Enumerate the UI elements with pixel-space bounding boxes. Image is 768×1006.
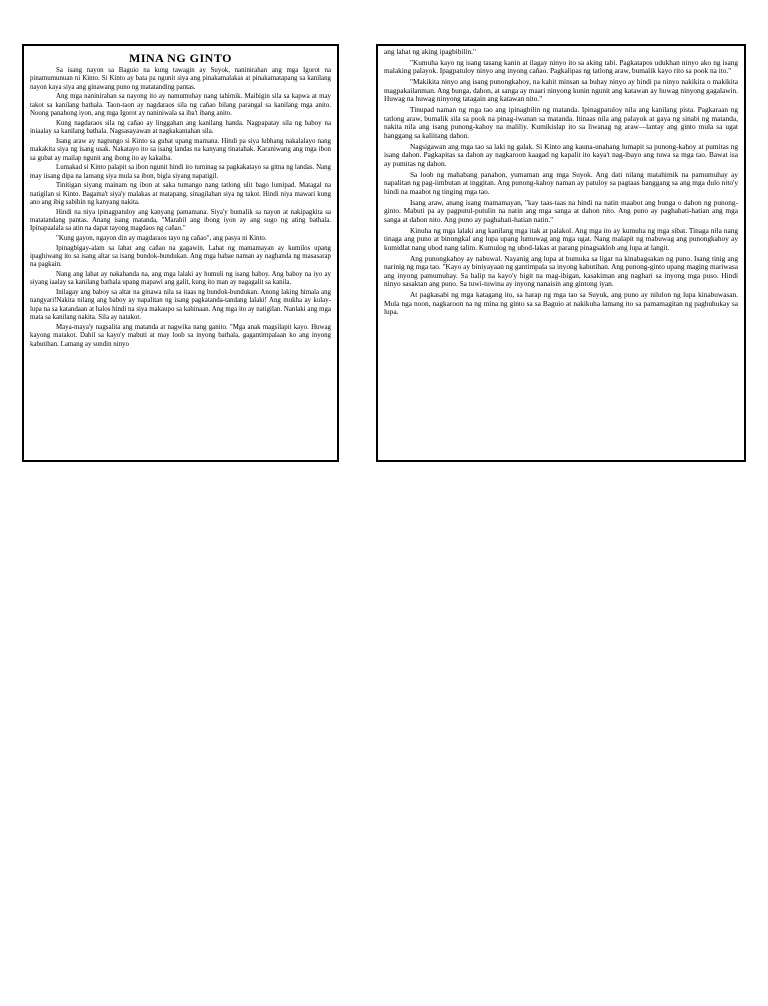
story-paragraph: Ang punongkahoy ay nabuwal. Nayanig ang lupa at bumuka sa ligar na kinabagsakan ng puno. Isang tinig ang narinig ng mga tao. "Kayo ay biniyayaan ng gantimpala sa inyong kabutihan. Ang punong-ginto upang maging mariwasa ang inyong pamumuhay. Sa halip na kayo'y higit na mag-ibigan, kasakiman ang naghari sa inyong mga puso. Hindi ninyo sasaktan ang puno. Sa tuwi-tuwina ay inyong nanaisin ang gintong iyan. xyxy=(384,253,738,289)
story-paragraph: Nang ang lahat ay nakahanda na, ang mga lalaki ay humuli ng isang baboy. Ang baboy na iyo ay siyang iaalay sa kanilang bathala upang mapawi ang galit, kung ito man ay nagagalit sa kanila. xyxy=(30,271,331,287)
story-paragraph: Hindi na niya ipinagpatuloy ang kanyang pamamana. Siya'y bumalik sa nayon at nakipagkita sa matatandang pantas. Anang isang matanda, "Marahil ang ibong iyon ay ang sugo ng ating bathala. Ipinapaalala sa atin na dapat tayong magdaos ng cañao." xyxy=(30,208,331,233)
left-column-body xyxy=(30,67,331,349)
story-paragraph: Inilagay ang baboy sa altar na ginawa nila sa itaas ng bundok-bundukan. Anong laking himala ang nangyari!Nakita nilang ang baboy ay napalitan ng isang pagkatanda-tandang lalaki! Ang mukha ay kulay-lupa na sa katandaan at halos hindi na siya makaupo sa kahinaan. Ang mga ito ay natigilan. Nanlaki ang mga mata sa kanilang nakita. Sila ay natakot. xyxy=(30,289,331,322)
story-paragraph: ang lahat ng aking ipagbibilin." xyxy=(384,47,476,56)
story-paragraph: Ipinagbigay-alam sa lahat ang cañao na gagawin. Lahat ng mamamayan ay kumilos upang ipaghiwang ito sa isang altar sa isang bundok-bundukan. Ang mga babae naman ay naghanda ng masasarap na pagkain. xyxy=(30,244,331,269)
right-column-body xyxy=(384,48,738,317)
story-paragraph: Nagsigawan ang mga tao sa laki ng galak. Si Kinto ang kauna-unahang lumapit sa punong-kahoy at pumitas ng isang dahon. Pagkapitas sa dahon ay nagkaroon kaagad ng kapalit ito kaya't nag-ibayo ang tuwa sa mga tao. Bawat isa ay pumitas ng dahon. xyxy=(384,141,738,168)
story-panel-right xyxy=(376,44,746,462)
story-paragraph: Tinupad naman ng mga tao ang ipinagbilin ng matanda. Ipinagpatuloy nila ang kanilang pista. Pagkaraan ng tatlong araw, bumalik sila sa pook na pinag-iwanan sa matanda. Itinaas nila ang palayok at gaya ng sinabi ng matanda, nakita nila ang isang punong-kahoy na maliliy. Kumikislap ito sa liwanag ng araw—lantay ang ginto mula sa ugat hanggang sa kaliitang dahon. xyxy=(384,105,738,140)
story-paragraph: Lumakad si Kinto palapit sa ibon ngunit hindi ito tuminag sa pagkakatayo sa gitna ng landas. Nang may iisang dipa na lamang siya mula sa ibon, bigla siyang napatigil. xyxy=(30,164,331,180)
story-paragraph: Sa loob ng mahabang panahon, yumaman ang mga Suyok. Ang dati nilang matahimik na pamumuhay ay napalitan ng pag-iimbutan at inggitan. Ang punong-kahoy naman ay patuloy sa pagtaas hanggang sa ang mga dulo nito'y hindi na maabot ng tinging mga tao. xyxy=(384,169,738,196)
story-paragraph: Kinuha ng mga lalaki ang kanilang mga itak at palakol. Ang mga ito ay kumuha ng mga sibat. Tinaga nila nang tinaga ang puno at binungkal ang lupa upang lumuwag ang mga ugat. Nang malapit ng mabuwag ang punongkahoy ay kumidlat nang ubod nang talim. Kumulog ng ubod-lakas at parang pinagsaklob ang lupa at langit. xyxy=(384,225,738,252)
story-paragraph: Isang araw, anang isang mamamayan, "kay taas-taas na hindi na natin maabot ang bunga o dahon ng punong-ginto. Mabuti pa ay pagputul-putulin na natin ang mga sanga at dahon nito. Ang puno ay paghahati-hatian ang mga sanga at dahon nito. Ang puno ay paghahati-hatian natin." xyxy=(384,197,738,224)
story-paragraph: At pagkasabi ng mga katagang ito, sa harap ng mga tao sa Suyuk, ang puno ay nilulon ng lupa kinabuwasan. Mula nga noon, nagkaroon na ng mina ng ginto sa sa Baguio at nakikuha lamang ito sa pamamagitan ng paghuhukay sa lupa. xyxy=(384,290,738,317)
story-paragraph: "Makikita ninyo ang isang punongkahoy, na kahit minsan sa buhay ninyo ay hindi pa ninyo nakikita o makikita magpakailanman. Ang bunga, dahon, at sanga ay maari ninyong kunin ngunit ang katawan ay huwag ninyong gagalawin. Huwag na huwag ninyong tatagain ang katawan nito." xyxy=(384,77,738,104)
story-paragraph: "Kung gayon, ngayon din ay magdaraos tayo ng cañao", ang pasya ni Kinto. xyxy=(56,235,267,243)
story-paragraph: Sa isang nayon sa Baguio na kung tawagin ay Suyok, naninirahan ang mga Igorot na pinamumunuan ni Kinto. Si Kinto ay bata pa ngunit siya ang pinakamalakas at pinakamatapang sa kanilang nayon kaya siya ang ginawang puno ng matatanding pantas. xyxy=(30,67,331,91)
story-paragraph: Isang araw ay nagtungo si Kinto sa gubat upang mamana. Hindi pa siya lubhang nakalalayo nang makakita siya ng isang usak. Nakatayo ito sa isang landas na kanyang tinatahak. Karaniwang ang mga ibon sa gubat ay mailap ngunit ang ibong ito ay kakaiba. xyxy=(30,137,331,162)
story-paragraph: "Kumuha kayo ng isang tasang kanin at ilagay ninyo ito sa aking tabi. Pagkatapos udukhan ninyo ako ng isang malaking palayok. Ipagpatuloy ninyo ang inyong cañao. Pagkalipas ng tatlong araw, bumalik kayo rito sa pook na ito." xyxy=(384,57,738,76)
story-paragraph: Tinitigan siyang mainam ng ibon at saka tumango nang tatlong ulit bago lumipad. Matagal na natigilan si Kinto. Bagama't siya'y malakas at matapang, sinagilahan siya ng takot. Hindi niya mawari kung ano ang ibig sabihin ng kanyang nakita. xyxy=(30,182,331,207)
story-paragraph: Kung nagdaraos sila ng cañao ay linggahan ang kanilang handa. Nagpapatay sila ng baboy na iniaalay sa kanilang bathala. Nagsasayawan at nagkakantahan sila. xyxy=(30,119,331,136)
story-paragraph: Maya-maya'y nagsalita ang matanda at nagwika nang ganito. "Mga anak magsilapit kayo. Huwag kayong matakot. Dahil sa kayo'y mabuti at may loob sa inyong bathala, gagantimpalaan ko ang inyong kabutihan. Lamang ay sundin ninyo xyxy=(30,323,331,348)
story-title: MINA NG GINTO xyxy=(129,51,232,65)
story-panel-left xyxy=(22,44,339,462)
story-paragraph: Ang mga naninirahan sa nayong ito ay namumuhay nang tahimik. Maibigin sila sa kapwa at may takot sa kanilang bathala. Taon-taon ay nagdaraos sila ng cañao bilang parangal sa kanilang mga anito. Noong panahong iyon, ang mga Igorot ay naniniwala sa iba't ibang anito. xyxy=(30,93,331,118)
